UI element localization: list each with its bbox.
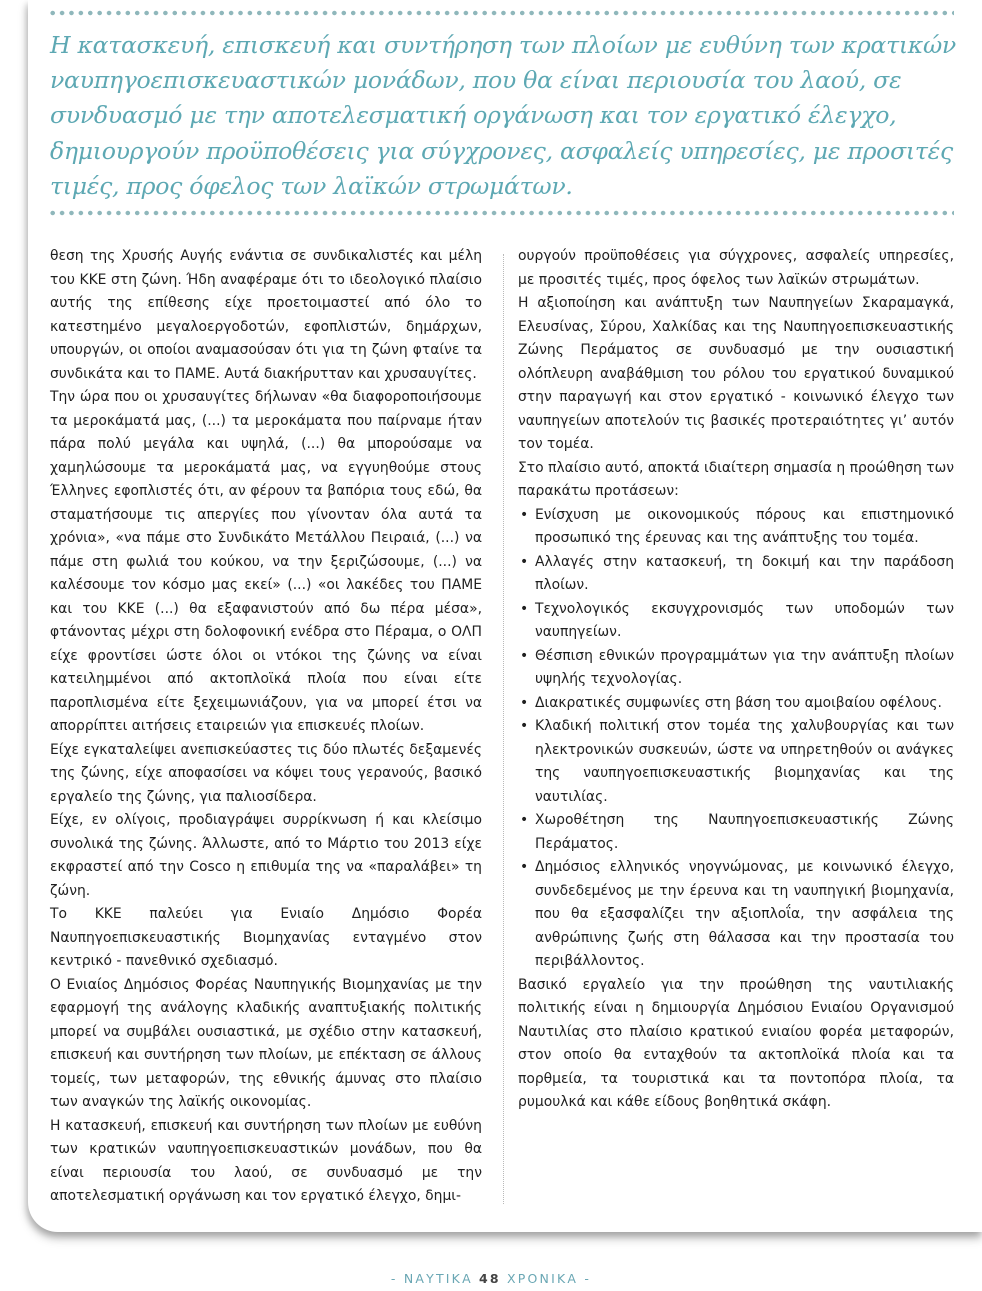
- list-item-text: Διακρατικές συμφωνίες στη βάση του αμοιβαίου οφέλους.: [535, 694, 942, 711]
- list-item: [518, 809, 954, 856]
- left-paragraph: Την ώρα που οι χρυσαυγίτες δήλωναν «θα διαφοροποιήσουμε τα μεροκάματά μας, (...) τα μεροκάματα που παίρναμε ήταν πάρα πολύ μεγάλα και υψηλά, (...) θα μπορούσαμε να χαμηλώσουμε τα μεροκάματά μας, να εγγυηθούμε στους Έλληνες εφοπλιστές ότι, αν φέρουν τα βαπόρια τους εδώ, θα σταματήσουμε τις απεργίες που γίνονταν όλα αυτά τα χρόνια», «να πάμε στο Συνδικάτο Μετάλλου Πειραιά, (...) να πάμε στη φωλιά του κούκου, να την ξεριζώσουμε, (...) να καλέσουμε τον κόσμο μας εκεί» (...) «οι λακέδες του ΠΑΜΕ και του ΚΚΕ (...) θα εξαφανιστούν από δω πέρα μέσα», φτάνοντας μέχρι στη δολοφονική ενέδρα στο Πέραμα, ο ΟΛΠ είχε φροντίσει ώστε όλοι οι ντόκοι της ζώνης να είναι κατειλημμένοι από ακτοπλοϊκά πλοία που είναι είτε παροπλισμένα είτε ξεχειμωνιάζουν, για να μπορεί έτσι να απορρίπτει αιτήσεις εταιρειών για επισκευές πλοίων.: [50, 389, 482, 734]
- left-paragraph: θεση της Χρυσής Αυγής ενάντια σε συνδικαλιστές και μέλη του ΚΚΕ στη ζώνη. Ήδη αναφέραμε ότι το ιδεολογικό πλαίσιο αυτής της επίθεσης είχε προετοιμαστεί από όλο το κατεστημένο μεγαλοεργοδοτών, εφοπλιστών, δημάρχων, υπουργών, οι οποίοι αναμασούσαν ότι για τη ζώνη φταίνε τα συνδικάτα και το ΠΑΜΕ. Αυτά διακήρυτταν και χρυσαυγίτες.: [50, 248, 482, 382]
- top-dotted-rule: [48, 10, 954, 16]
- list-item: [518, 598, 954, 645]
- bullet-icon: •: [520, 812, 529, 828]
- magazine-name-right: ΧΡΟΝΙΚΑ: [507, 1271, 579, 1286]
- list-item: [518, 645, 954, 692]
- list-item-text: Κλαδική πολιτική στον τομέα της χαλυβουργίας και των ηλεκτρονικών συσκευών, ώστε να υπηρετηθούν οι ανάγκες της ναυπηγοεπισκευαστικής βιομηχανίας και της ναυτιλίας.: [535, 718, 954, 805]
- list-item: [518, 692, 954, 716]
- bullet-icon: •: [520, 553, 529, 570]
- left-paragraph: Είχε, εν ολίγοις, προδιαγράψει συρρίκνωση ή και κλείσιμο συνολικά της ζώνης. Άλλωστε, από το Μάρτιο του 2013 είχε εκφραστεί από την Cosco η επιθυμία της να «παραλάβει» τη ζώνη.: [50, 812, 482, 899]
- page-footer: [0, 1271, 982, 1286]
- bullet-icon: •: [520, 647, 529, 664]
- pull-quote: Η κατασκευή, επισκευή και συντήρηση των πλοίων με ευθύνη των κρατικών ναυπηγοεπισκευαστικών μονάδων, που θα είναι περιουσία του λαού, σε συνδυασμό με την αποτελεσματική οργάνωση και τον εργατικό έλεγχο, δημιουργούν προϋποθέσεις για σύγχρονες, ασφαλείς υπηρεσίες, με προσιτές τιμές, προς όφελος των λαϊκών στρωμάτων.: [50, 31, 956, 200]
- bullet-icon: •: [520, 859, 529, 875]
- right-paragraph: Βασικό εργαλείο για την προώθηση της ναυτιλιακής πολιτικής είναι η δημιουργία Δημόσιου Ενιαίου Οργανισμού Ναυτιλίας στο πλαίσιο κρατικού ενιαίου φορέα μεταφορών, στον οποίο θα ενταχθούν τα ακτοπλοϊκά πλοία και τα πορθμεία, τα τουριστικά και τα ποντοπόρα πλοία, τα ρυμουλκά και κάθε είδους βοηθητικά σκάφη.: [518, 976, 954, 1110]
- list-item: [518, 551, 954, 598]
- footer-dash: -: [584, 1271, 592, 1286]
- left-paragraph: Το ΚΚΕ παλεύει για Ενιαίο Δημόσιο Φορέα Ναυπηγοεπισκευαστικής Βιομηχανίας ενταγμένο στον κεντρικό - πανεθνικό σχεδιασμό.: [50, 906, 482, 969]
- bottom-dotted-rule: [48, 210, 954, 216]
- bullet-icon: •: [520, 718, 529, 734]
- page-number: 48: [479, 1271, 501, 1286]
- list-item-text: Δημόσιος ελληνικός νηογνώμονας, με κοινωνικό έλεγχο, συνδεδεμένος με την έρευνα και τη ναυπηγική βιομηχανία, που θα εξασφαλίζει την αξιοπλοΐα, την ασφάλεια της ανθρώπινης ζωής στη θάλασσα και την προστασία του περιβάλλοντος.: [535, 859, 954, 969]
- list-item-text: Χωροθέτηση της Ναυπηγοεπισκευαστικής Ζώνης Περάματος.: [535, 812, 954, 852]
- bullet-icon: •: [520, 506, 529, 523]
- right-paragraph: Η αξιοποίηση και ανάπτυξη των Ναυπηγείων Σκαραμαγκά, Ελευσίνας, Σύρου, Χαλκίδας και της Ναυπηγοεπισκευαστικής Ζώνης Περάματος σε συνδυασμό με την ουσιαστική ολόπλευρη αναβάθμιση του ρόλου του εργατικού δυναμικού στην παραγωγή και στον εργατικό - κοινωνικό έλεγχο των ναυπηγείων αποτελούν τις βασικές προτεραιότητες γι’ αυτόν τον τομέα.: [518, 295, 954, 452]
- list-item-text: Ενίσχυση με οικονομικούς πόρους και επιστημονικό προσωπικό της έρευνας και της ανάπτυξης του τομέα.: [535, 506, 954, 546]
- list-item-text: Θέσπιση εθνικών προγραμμάτων για την ανάπτυξη πλοίων υψηλής τεχνολογίας.: [535, 647, 954, 687]
- bullet-icon: •: [520, 694, 529, 711]
- right-paragraph: ουργούν προϋποθέσεις για σύγχρονες, ασφαλείς υπηρεσίες, με προσιτές τιμές, προς όφελος των λαϊκών στρωμάτων.: [518, 248, 954, 288]
- proposals-list: [518, 504, 954, 974]
- right-column: [518, 245, 954, 1115]
- left-paragraph: Η κατασκευή, επισκευή και συντήρηση των πλοίων με ευθύνη των κρατικών ναυπηγοεπισκευαστικών μονάδων, που θα είναι περιουσία του λαού, σε συνδυασμό με την αποτελεσματική οργάνωση και τον εργατικό έλεγχο, δημι-: [50, 1117, 482, 1204]
- list-item: [518, 856, 954, 974]
- bullet-icon: •: [520, 600, 529, 617]
- footer-dash: -: [390, 1271, 398, 1286]
- list-item-text: Αλλαγές στην κατασκευή, τη δοκιμή και την παράδοση πλοίων.: [535, 553, 954, 593]
- left-paragraph: Είχε εγκαταλείψει ανεπισκεύαστες τις δύο πλωτές δεξαμενές της ζώνης, είχε αποφασίσει να κόψει τους γερανούς, βασικό εργαλείο της ζώνης, για παλιοσίδερα.: [50, 741, 482, 805]
- list-item-text: Τεχνολογικός εκσυγχρονισμός των υποδομών των ναυπηγείων.: [535, 600, 954, 640]
- left-paragraph: Ο Ενιαίος Δημόσιος Φορέας Ναυπηγικής Βιομηχανίας με την εφαρμογή της ανάλογης κλαδικής αναπτυξιακής πολιτικής μπορεί να συμβάλει ουσιαστικά, με σχέδιο στην κατασκευή, επισκευή και συντήρηση των πλοίων, με επέκταση σε άλλους τομείς, των μεταφορών, της εθνικής άμυνας στο πλαίσιο των αναγκών της λαϊκής οικονομίας.: [50, 976, 482, 1110]
- left-column: [50, 245, 482, 1209]
- list-item: [518, 504, 954, 551]
- list-item: [518, 715, 954, 809]
- magazine-name-left: ΝΑΥΤΙΚΑ: [403, 1271, 473, 1286]
- right-paragraph: Στο πλαίσιο αυτό, αποκτά ιδιαίτερη σημασία η προώθηση των παρακάτω προτάσεων:: [518, 459, 954, 499]
- column-divider: [503, 254, 504, 1204]
